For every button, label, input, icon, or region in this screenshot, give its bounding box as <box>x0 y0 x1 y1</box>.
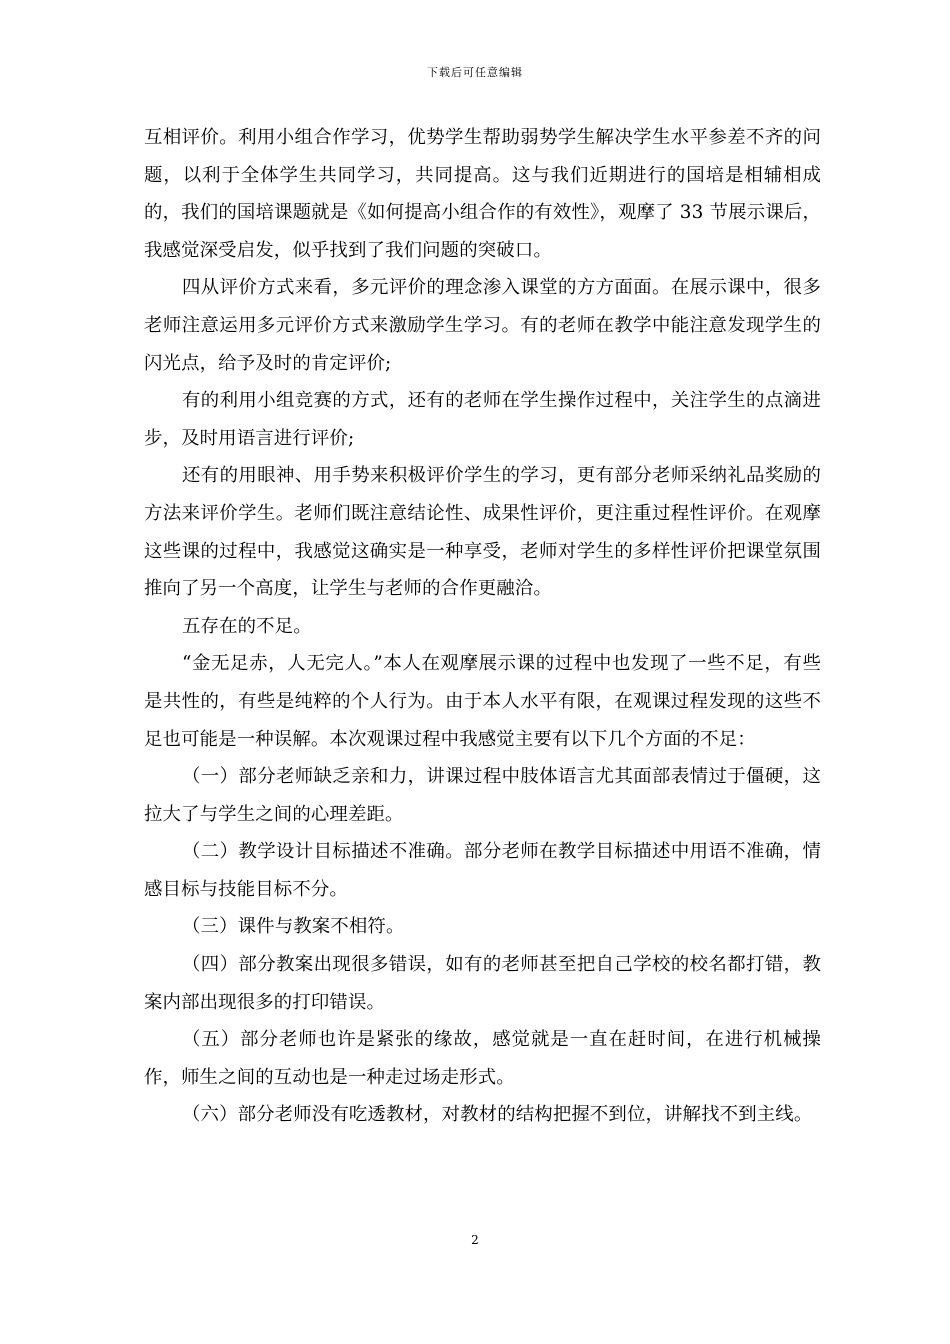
list-item-2: （二）教学设计目标描述不准确。部分老师在教学目标描述中用语不准确，情感目标与技能目标不分。 <box>144 841 821 900</box>
paragraph-2: 四从评价方式来看，多元评价的理念渗入课堂的方方面面。在展示课中，很多老师注意运用多元评价方式来激励学生学习。有的老师在教学中能注意发现学生的闪光点，给予及时的肯定评价; <box>144 277 821 374</box>
page-header: 下载后可任意编辑 <box>427 66 523 79</box>
list-item-6: （六）部分老师没有吃透教材，对教材的结构把握不到位，讲解找不到主线。 <box>182 1104 813 1126</box>
document-body <box>144 119 821 1134</box>
list-item-5: （五）部分老师也许是紧张的缘故，感觉就是一直在赶时间，在进行机械操作，师生之间的互动也是一种走过场走形式。 <box>144 1029 821 1088</box>
section-heading-shortcomings: 五存在的不足。 <box>182 615 312 637</box>
paragraph-4: 还有的用眼神、用手势来积极评价学生的学习，更有部分老师采纳礼品奖励的方法来评价学生。老师们既注意结论性、成果性评价，更注重过程性评价。在观摩这些课的过程中，我感觉这确实是一种享受，老师对学生的多样性评价把课堂氛围推向了另一个高度，让学生与老师的合作更融洽。 <box>144 465 821 600</box>
page-number: 2 <box>471 1233 479 1247</box>
paragraph-6: “金无足赤，人无完人。”本人在观摩展示课的过程中也发现了一些不足，有些是共性的，有些是纯粹的个人行为。由于本人水平有限，在观课过程发现的这些不足也可能是一种误解。本次观课过程中我感觉主要有以下几个方面的不足： <box>144 653 821 750</box>
list-item-1: （一）部分老师缺乏亲和力，讲课过程中肢体语言尤其面部表情过于僵硬，这拉大了与学生之间的心理差距。 <box>144 766 821 825</box>
paragraph-1: 互相评价。利用小组合作学习，优势学生帮助弱势学生解决学生水平参差不齐的问题，以利于全体学生共同学习，共同提高。这与我们近期进行的国培是相辅相成的，我们的国培课题就是《如何提高小组合作的有效性》，观摩了 33 节展示课后，我感觉深受启发，似乎找到了我们问题的突破口。 <box>144 127 821 261</box>
paragraph-3: 有的利用小组竞赛的方式，还有的老师在学生操作过程中，关注学生的点滴进步，及时用语言进行评价; <box>144 390 821 449</box>
list-item-4: （四）部分教案出现很多错误，如有的老师甚至把自己学校的校名都打错，教案内部出现很多的打印错误。 <box>144 954 821 1013</box>
list-item-3: （三）课件与教案不相符。 <box>182 916 405 938</box>
